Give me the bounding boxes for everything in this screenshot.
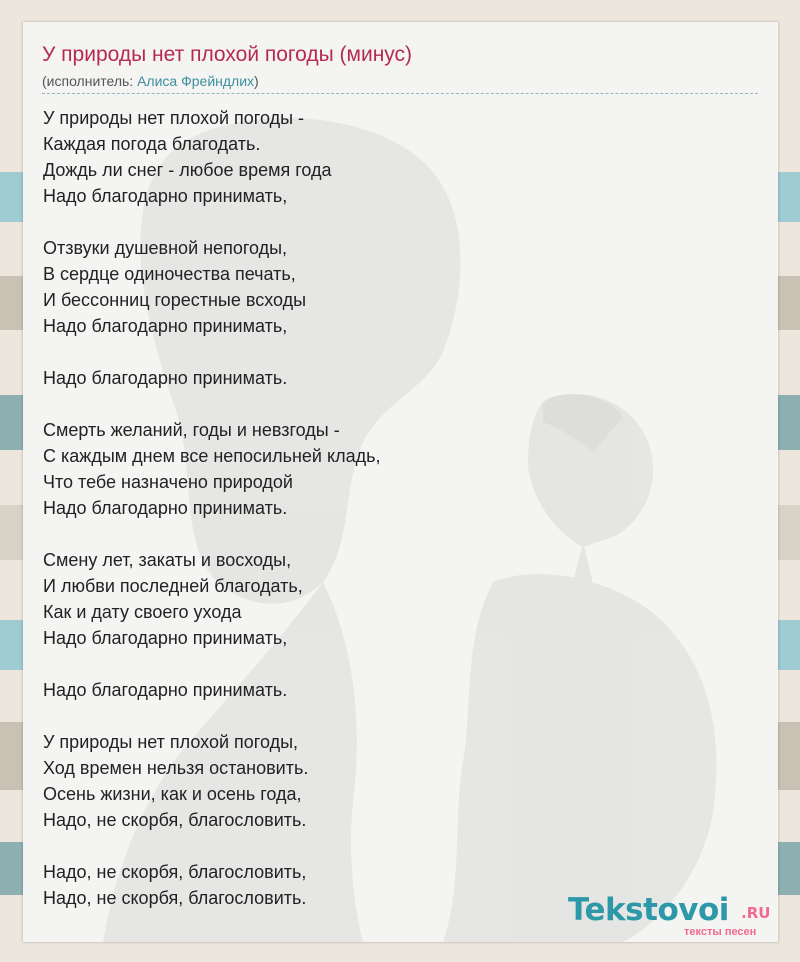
lyrics-line: Надо благодарно принимать. bbox=[43, 680, 288, 700]
lyrics-line: Ход времен нельзя остановить. bbox=[43, 758, 309, 778]
song-title: У природы нет плохой погоды (минус) bbox=[42, 43, 413, 66]
lyrics-line: Осень жизни, как и осень года, bbox=[43, 784, 302, 804]
lyrics-line: Надо благодарно принимать, bbox=[43, 628, 288, 648]
lyrics-line: У природы нет плохой погоды, bbox=[43, 732, 299, 752]
lyrics-line: В сердце одиночества печать, bbox=[43, 264, 296, 284]
lyrics-line: Что тебе назначено природой bbox=[43, 472, 293, 492]
lyrics-line: Как и дату своего ухода bbox=[43, 602, 242, 622]
artist-prefix: (исполнитель: bbox=[42, 73, 138, 89]
lyrics-line: Надо благодарно принимать. bbox=[43, 368, 288, 388]
lyrics-line: Смену лет, закаты и восходы, bbox=[43, 550, 292, 570]
lyrics-stanza bbox=[43, 105, 743, 209]
lyrics-line: И любви последней благодать, bbox=[43, 576, 303, 596]
site-logo[interactable] bbox=[568, 892, 778, 942]
lyrics-stanza bbox=[43, 417, 743, 521]
lyrics-stanza bbox=[43, 729, 743, 833]
logo-tld: .RU bbox=[741, 904, 771, 922]
lyrics-line: Надо благодарно принимать, bbox=[43, 186, 288, 206]
lyrics-text bbox=[43, 105, 743, 937]
lyrics-line: С каждым днем все непосильней кладь, bbox=[43, 446, 381, 466]
lyrics-card bbox=[23, 22, 778, 942]
lyrics-line: Каждая погода благодать. bbox=[43, 134, 261, 154]
lyrics-line: И бессонниц горестные всходы bbox=[43, 290, 307, 310]
lyrics-stanza bbox=[43, 235, 743, 339]
title-divider bbox=[42, 93, 758, 94]
logo-wordmark: Tekstovoi bbox=[568, 892, 729, 928]
lyrics-line: Дождь ли снег - любое время года bbox=[43, 160, 332, 180]
artist-link[interactable]: Алиса Фрейндлих bbox=[137, 73, 255, 89]
lyrics-line: Надо, не скорбя, благословить. bbox=[43, 888, 307, 908]
artist-byline bbox=[42, 73, 259, 89]
lyrics-line: Надо благодарно принимать, bbox=[43, 316, 288, 336]
lyrics-stanza bbox=[43, 547, 743, 651]
lyrics-stanza bbox=[43, 365, 743, 391]
lyrics-line: У природы нет плохой погоды - bbox=[43, 108, 305, 128]
lyrics-line: Надо благодарно принимать. bbox=[43, 498, 288, 518]
lyrics-line: Надо, не скорбя, благословить. bbox=[43, 810, 307, 830]
lyrics-line: Смерть желаний, годы и невзгоды - bbox=[43, 420, 340, 440]
artist-suffix: ) bbox=[254, 73, 259, 89]
lyrics-line: Отзвуки душевной непогоды, bbox=[43, 238, 288, 258]
logo-tagline: тексты песен bbox=[684, 926, 757, 938]
lyrics-line: Надо, не скорбя, благословить, bbox=[43, 862, 307, 882]
lyrics-stanza bbox=[43, 677, 743, 703]
